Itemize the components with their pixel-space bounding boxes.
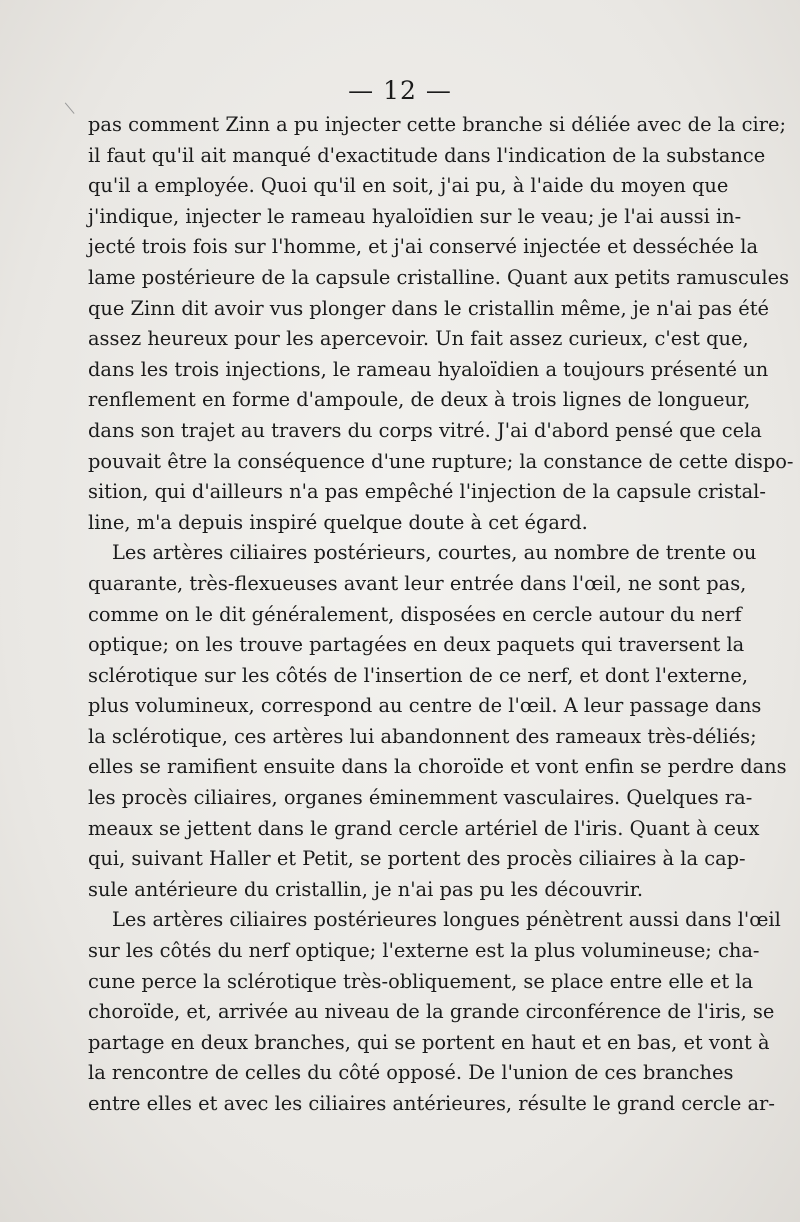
text-line: entre elles et avec les ciliaires antérieures, résulte le grand cercle ar-	[88, 1092, 775, 1115]
text-line: que Zinn dit avoir vus plonger dans le cristallin même, je n'ai pas été	[88, 296, 769, 320]
text-line: assez heureux pour les apercevoir. Un fait assez curieux, c'est que,	[88, 327, 749, 351]
body-text	[88, 110, 794, 1120]
text-line: comme on le dit généralement, disposées en cercle autour du nerf	[88, 602, 742, 626]
text-line: dans les trois injections, le rameau hyaloïdien a toujours présenté un	[88, 357, 769, 381]
text-line: qui, suivant Haller et Petit, se portent des procès ciliaires à la cap-	[88, 847, 746, 871]
text-line: j'indique, injecter le rameau hyaloïdien sur le veau; je l'ai aussi in-	[88, 204, 742, 228]
text-line: optique; on les trouve partagées en deux paquets qui traversent la	[88, 633, 745, 657]
paragraph	[88, 110, 794, 538]
text-line: renflement en forme d'ampoule, de deux à trois lignes de longueur,	[88, 388, 751, 412]
text-line: choroïde, et, arrivée au niveau de la grande circonférence de l'iris, se	[88, 1000, 775, 1024]
page-number: — 12 —	[348, 76, 452, 105]
text-line: sule antérieure du cristallin, je n'ai pas pu les découvrir.	[88, 877, 644, 901]
text-line: lame postérieure de la capsule cristalline. Quant aux petits ramuscules	[88, 265, 790, 289]
text-line: la sclérotique, ces artères lui abandonnent des rameaux très-déliés;	[88, 724, 757, 748]
text-line: sur les côtés du nerf optique; l'externe est la plus volumineuse; cha-	[88, 939, 760, 963]
text-line: meaux se jettent dans le grand cercle artériel de l'iris. Quant à ceux	[88, 816, 760, 840]
text-line: pouvait être la conséquence d'une rupture; la constance de cette dispo-	[88, 449, 794, 473]
text-line: Les artères ciliaires postérieures longues pénètrent aussi dans l'œil	[112, 908, 781, 932]
text-line: les procès ciliaires, organes éminemment vasculaires. Quelques ra-	[88, 786, 753, 810]
text-line: jecté trois fois sur l'homme, et j'ai conservé injectée et desséchée la	[88, 235, 759, 259]
paragraph	[88, 905, 781, 1119]
text-line: qu'il a employée. Quoi qu'il en soit, j'ai pu, à l'aide du moyen que	[88, 174, 729, 198]
text-line: partage en deux branches, qui se portent en haut et en bas, et vont à	[88, 1030, 770, 1054]
text-line: la rencontre de celles du côté opposé. De l'union de ces branches	[88, 1061, 734, 1085]
text-line: dans son trajet au travers du corps vitré. J'ai d'abord pensé que cela	[88, 418, 762, 442]
text-line: Les artères ciliaires postérieurs, courtes, au nombre de trente ou	[112, 541, 757, 565]
text-line: cune perce la sclérotique très-obliquement, se place entre elle et la	[88, 969, 754, 993]
text-line: elles se ramifient ensuite dans la choroïde et vont enfin se perdre dans	[88, 755, 787, 779]
text-line: sclérotique sur les côtés de l'insertion de ce nerf, et dont l'externe,	[88, 663, 749, 687]
text-line: line, m'a depuis inspiré quelque doute à cet égard.	[88, 510, 588, 534]
text-line: il faut qu'il ait manqué d'exactitude dans l'indication de la substance	[88, 143, 766, 167]
text-line: sition, qui d'ailleurs n'a pas empêché l'injection de la capsule cristal-	[88, 480, 766, 504]
text-line: pas comment Zinn a pu injecter cette branche si déliée avec de la cire;	[88, 113, 786, 136]
text-line: plus volumineux, correspond au centre de l'œil. A leur passage dans	[88, 694, 762, 718]
text-line: quarante, très-flexueuses avant leur entrée dans l'œil, ne sont pas,	[88, 571, 747, 595]
paragraph	[88, 538, 787, 905]
